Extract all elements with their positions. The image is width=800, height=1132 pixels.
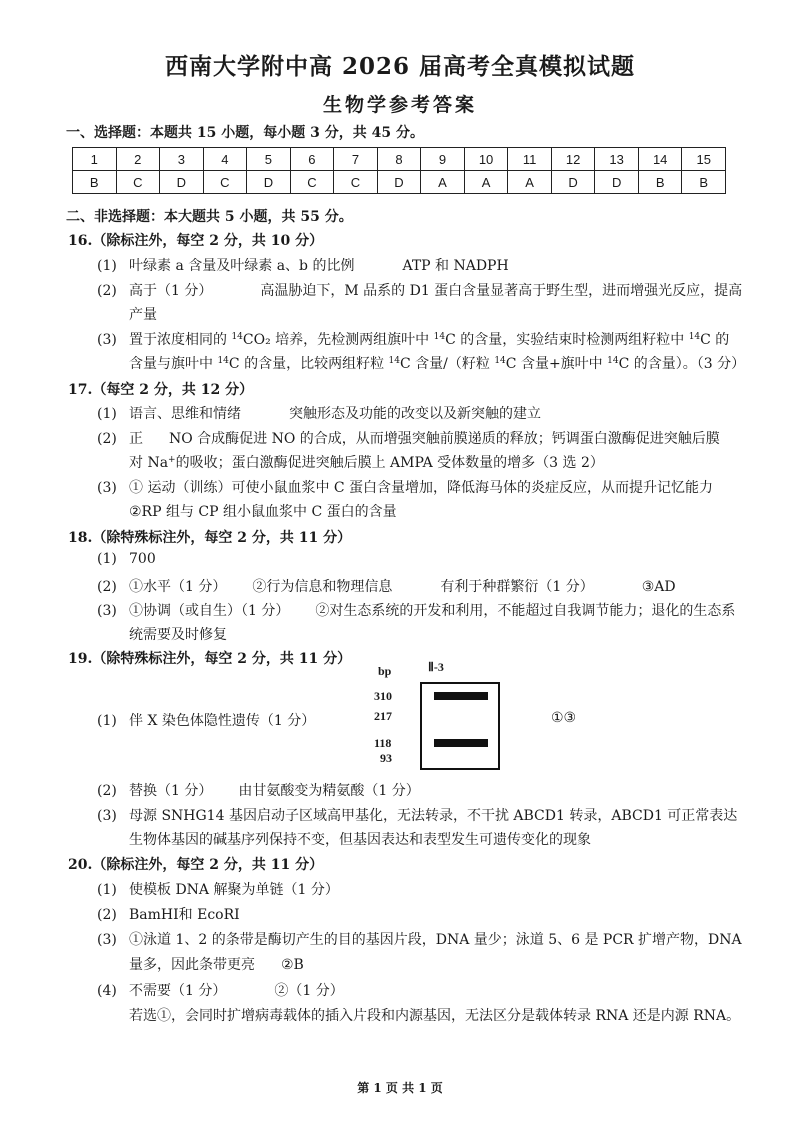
isotope-superscript: 14 <box>433 332 446 342</box>
question-number-cell: 15 <box>682 148 726 171</box>
answer-text: 量多，因此条带更亮 <box>129 957 255 973</box>
q20-item-3 <box>97 929 742 949</box>
answer-text: C 的含量，比较两组籽粒 <box>228 356 389 372</box>
item-number: (1) <box>97 258 117 274</box>
section-1-heading: 一、选择题：本题共 15 小题，每小题 3 分，共 45 分。 <box>66 125 424 141</box>
answer-text: C 的 <box>700 332 730 348</box>
answer-text: ① 运动（训练）可使小鼠血浆中 C 蛋白含量增加，降低海马体的炎症反应，从而提升记忆能力 <box>129 480 714 496</box>
answer-cell: C <box>116 171 160 194</box>
item-number: (3) <box>97 480 117 496</box>
question-number-cell: 7 <box>334 148 378 171</box>
item-number: (3) <box>97 332 117 348</box>
q19-item-1 <box>97 710 315 730</box>
q18-item-2 <box>97 576 676 596</box>
answer-cell: D <box>595 171 639 194</box>
answer-text: 使模板 DNA 解聚为单链（1 分） <box>129 882 339 898</box>
answer-text: BamHI和 EcoRI <box>129 907 240 923</box>
answer-text: 叶绿素 a 含量及叶绿素 a、b 的比例 <box>129 258 355 274</box>
q20-item-4-cont: 若选①，会同时扩增病毒载体的插入片段和内源基因，无法区分是载体转录 RNA 还是内源 RNA。 <box>129 1008 741 1024</box>
q19-item-3 <box>97 805 737 825</box>
answer-cell: C <box>334 171 378 194</box>
isotope-superscript: 14 <box>217 356 229 366</box>
gel-marker-label: 310 <box>374 689 392 703</box>
answer-cell: A <box>508 171 552 194</box>
section-2-heading: 二、非选择题：本大题共 5 小题，共 55 分。 <box>66 209 353 225</box>
page-footer: 第 1 页 共 1 页 <box>357 1081 443 1095</box>
answer-cell: D <box>247 171 291 194</box>
item-number: (2) <box>97 579 117 595</box>
question-number-cell: 3 <box>160 148 204 171</box>
q19-header: 19.（除特殊标注外，每空 2 分，共 11 分） <box>68 651 352 667</box>
item-number: (3) <box>97 808 117 824</box>
gel-marker-label: 217 <box>374 709 392 723</box>
question-number-cell: 14 <box>638 148 682 171</box>
question-number-cell: 4 <box>203 148 247 171</box>
q20-item-2 <box>97 904 240 924</box>
item-number: (1) <box>97 551 117 567</box>
isotope-superscript: 14 <box>231 332 243 342</box>
item-number: (3) <box>97 603 117 619</box>
q17-header: 17.（每空 2 分，共 12 分） <box>68 382 254 398</box>
answer-cell: B <box>73 171 117 194</box>
q16-header: 16.（除标注外，每空 2 分，共 10 分） <box>68 233 324 249</box>
answer-text: ②（1 分） <box>274 983 344 999</box>
answer-text: C 的含量，实验结束时检测两组籽粒中 <box>445 332 689 348</box>
q19-item-2 <box>97 780 420 800</box>
question-number-cell: 5 <box>247 148 291 171</box>
answer-text: ①协调（或自生）（1 分） <box>129 603 290 619</box>
answer-text: ①泳道 1、2 的条带是酶切产生的目的基因片段，DNA 量少；泳道 5、6 是 PCR 扩增产物，DNA <box>129 932 742 948</box>
q18-item-1 <box>97 551 156 567</box>
answer-cell: D <box>551 171 595 194</box>
answer-cell: B <box>638 171 682 194</box>
isotope-superscript: 14 <box>388 356 400 366</box>
answer-cell: D <box>377 171 421 194</box>
question-number-cell: 2 <box>116 148 160 171</box>
answer-cell: D <box>160 171 204 194</box>
question-number-cell: 13 <box>595 148 639 171</box>
answer-table-number-row <box>73 148 726 171</box>
answer-table <box>72 147 726 194</box>
q17-item-2-cont <box>129 452 604 472</box>
q18-header: 18.（除特殊标注外，每空 2 分，共 11 分） <box>68 530 352 546</box>
answer-text: ①水平（1 分） <box>129 579 227 595</box>
gel-band <box>434 692 488 700</box>
answer-text: 不需要（1 分） <box>129 983 227 999</box>
answer-text: 高温胁迫下，M 品系的 D1 蛋白含量显著高于野生型，进而增强光反应，提高 <box>260 283 743 299</box>
answer-text: ③AD <box>641 579 676 595</box>
item-number: (1) <box>97 713 117 729</box>
q20-item-3-cont <box>129 954 304 974</box>
gel-marker-label: 118 <box>374 736 392 750</box>
question-number-cell: 6 <box>290 148 334 171</box>
q20-item-1 <box>97 879 339 899</box>
item-number: (2) <box>97 783 117 799</box>
answer-text: 突触形态及功能的改变以及新突触的建立 <box>289 406 541 422</box>
gel-electrophoresis-figure <box>372 660 512 770</box>
item-number: (1) <box>97 406 117 422</box>
answer-text: CO₂ 培养，先检测两组旗叶中 <box>242 332 434 348</box>
answer-text: 语言、思维和情绪 <box>129 406 241 422</box>
answer-text: 700 <box>129 551 156 567</box>
answer-text: ②对生态系统的开发和利用，不能超过自我调节能力；退化的生态系 <box>315 603 736 619</box>
item-number: (4) <box>97 983 117 999</box>
q18-item-3 <box>97 600 735 620</box>
page-title: 西南大学附中高 2026 届高考全真模拟试题 <box>164 53 636 80</box>
item-number: (2) <box>97 431 117 447</box>
answer-text: 置于浓度相同的 <box>129 332 232 348</box>
answer-cell: A <box>464 171 508 194</box>
answer-text: 由甘氨酸变为精氨酸（1 分） <box>238 783 420 799</box>
gel-lane-box <box>420 682 500 770</box>
answer-text: C 的含量）。（3 分） <box>618 356 746 372</box>
page-subtitle: 生物学参考答案 <box>322 94 477 116</box>
q16-item-3 <box>97 329 729 349</box>
answer-cell: B <box>682 171 726 194</box>
q16-item-3-cont <box>129 353 745 373</box>
q17-item-2 <box>97 428 720 448</box>
answer-text: C 含量+旗叶中 <box>505 356 608 372</box>
answer-text: ②B <box>281 957 304 973</box>
q19-item-3-cont: 生物体基因的碱基序列保持不变，但基因表达和表型发生可遗传变化的现象 <box>129 832 591 848</box>
q16-item-1 <box>97 255 509 275</box>
answer-text: 替换（1 分） <box>129 783 213 799</box>
question-number-cell: 12 <box>551 148 595 171</box>
q18-item-3-cont: 统需要及时修复 <box>129 627 227 643</box>
answer-text: 伴 X 染色体隐性遗传（1 分） <box>129 713 316 729</box>
answer-text: NO 合成酶促进 NO 的合成，从而增强突触前膜递质的释放；钙调蛋白激酶促进突触后膜 <box>169 431 720 447</box>
item-number: (3) <box>97 932 117 948</box>
answer-text: ②行为信息和物理信息 <box>252 579 393 595</box>
item-number: (2) <box>97 283 117 299</box>
question-number-cell: 9 <box>421 148 465 171</box>
isotope-superscript: 14 <box>607 356 619 366</box>
answer-text: 对 Na <box>129 455 169 471</box>
q19-item-1-choice: ①③ <box>551 710 577 726</box>
gel-band <box>434 739 488 747</box>
question-number-cell: 1 <box>73 148 117 171</box>
q16-item-2-cont: 产量 <box>129 307 157 323</box>
answer-text: 含量与旗叶中 <box>129 356 218 372</box>
answer-text: ATP 和 NADPH <box>402 258 509 274</box>
answer-text: 母源 SNHG14 基因启动子区域高甲基化，无法转录，不干扰 ABCD1 转录，ABCD1 可正常表达 <box>129 808 738 824</box>
gel-unit-label: bp <box>378 664 392 678</box>
q20-item-4 <box>97 980 344 1000</box>
q17-item-1 <box>97 403 541 423</box>
gel-marker-label: 93 <box>380 751 392 765</box>
ion-superscript: + <box>168 455 176 465</box>
isotope-superscript: 14 <box>688 332 701 342</box>
answer-cell: C <box>290 171 334 194</box>
q17-item-3 <box>97 477 713 497</box>
answer-cell: A <box>421 171 465 194</box>
answer-text: 正 <box>129 431 143 447</box>
answer-text: 的吸收；蛋白激酶促进突触后膜上 AMPA 受体数量的增多（3 选 2） <box>175 455 604 471</box>
q20-header: 20.（除标注外，每空 2 分，共 11 分） <box>68 857 324 873</box>
answer-text: 高于（1 分） <box>129 283 213 299</box>
question-number-cell: 11 <box>508 148 552 171</box>
answer-text: C 含量/（籽粒 <box>399 356 495 372</box>
question-number-cell: 10 <box>464 148 508 171</box>
question-number-cell: 8 <box>377 148 421 171</box>
q17-item-3-cont: ②RP 组与 CP 组小鼠血浆中 C 蛋白的含量 <box>129 504 397 520</box>
answer-table-answer-row <box>73 171 726 194</box>
answer-cell: C <box>203 171 247 194</box>
item-number: (1) <box>97 882 117 898</box>
q16-item-2 <box>97 280 742 300</box>
item-number: (2) <box>97 907 117 923</box>
gel-lane-label: Ⅱ-3 <box>428 660 444 674</box>
isotope-superscript: 14 <box>494 356 506 366</box>
answer-text: 有利于种群繁衍（1 分） <box>440 579 594 595</box>
